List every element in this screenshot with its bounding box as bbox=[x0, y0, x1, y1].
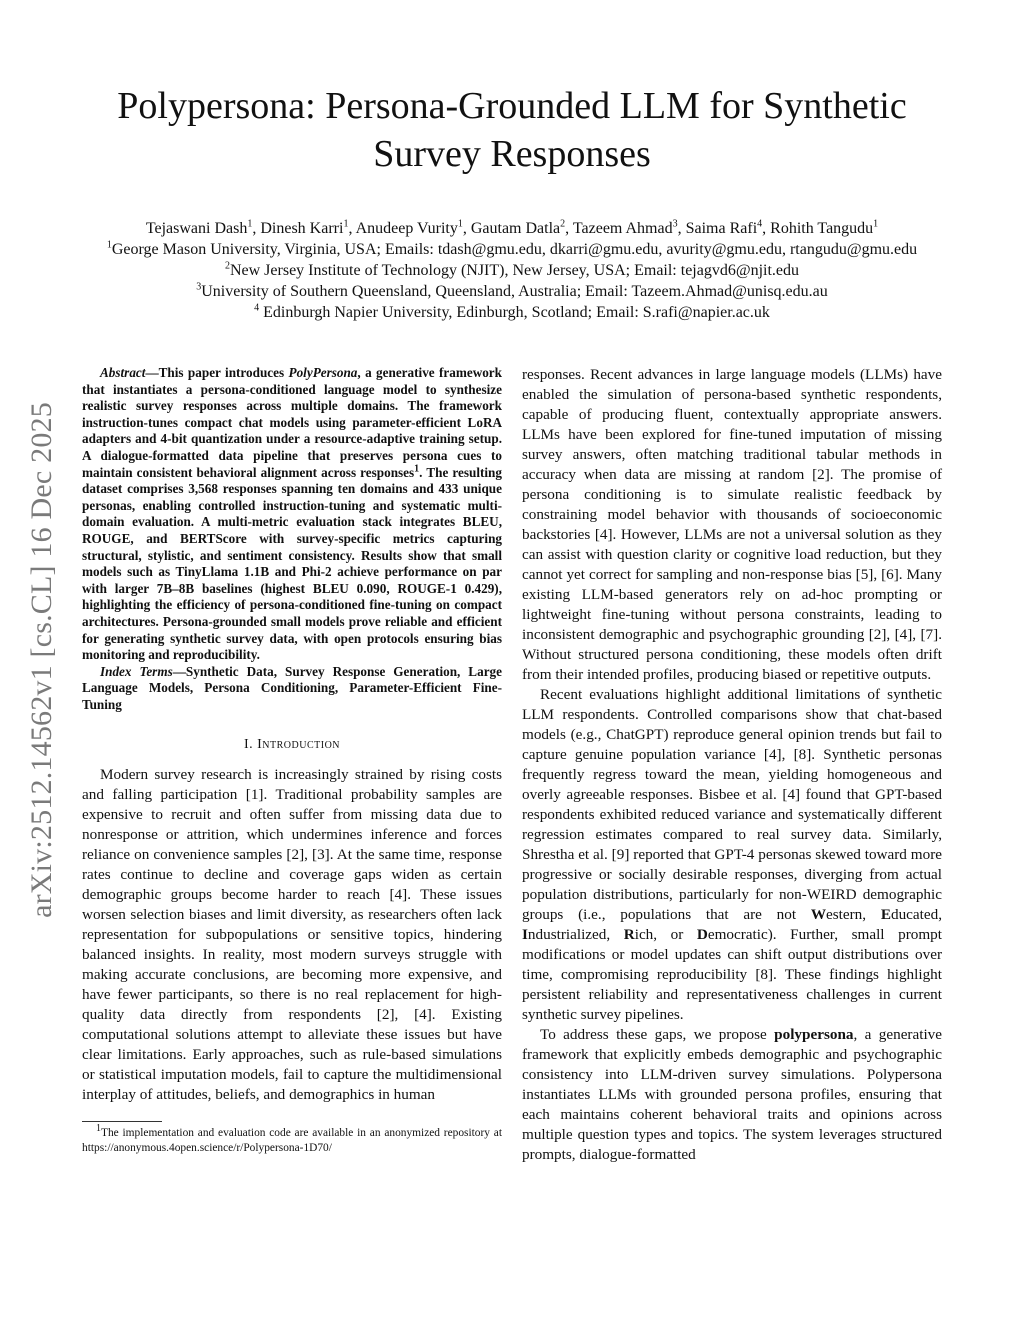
paragraph-text: , a generative framework that explicitly embeds demographic and psychographic consistency into LLM-driven survey simulations. Polypersona instantiates LLMs with grounded persona profiles, ensuring that each maintains coherent behavioral traits and opinions across multiple question types and topics. The system leverages structured prompts, dialogue-formatted bbox=[522, 1026, 943, 1163]
weird-word: emocratic) bbox=[707, 926, 773, 943]
arxiv-sidebar bbox=[14, 360, 70, 960]
right-column bbox=[522, 365, 942, 1165]
title-line-1: Polypersona: Persona-Grounded LLM for Synthetic bbox=[117, 85, 907, 127]
author: Tejaswani Dash bbox=[145, 220, 248, 237]
paragraph-text: Recent evaluations highlight additional limitations of synthetic LLM respondents. Controlled comparisons show that chat-based models (e.g., ChatGPT) reproduce general opinion trends but fail to capture genuine population variance [4], [8]. Synthetic personas frequently regress toward the mean, yielding homogeneous and overly agreeable responses. Bisbee et al. [4] found that GPT-based respondents exhibited reduced variance and systematically different regression estimates compared to real survey data. Similarly, Shrestha et al. [9] reported that GPT-4 personas skewed toward more progressive or socially desirable responses, diverging from actual population distributions, particularly for non-WEIRD demographic groups (i.e., populations that are not bbox=[522, 686, 942, 923]
affiliation-mark: 3 bbox=[196, 281, 202, 293]
framework-name: PolyPersona bbox=[288, 365, 358, 380]
author-affiliation-mark: 1 bbox=[457, 218, 463, 230]
author: Gautam Datla bbox=[470, 220, 561, 237]
intro-paragraph: Modern survey research is increasingly strained by rising costs and falling participation [1]. Traditional probability samples are expensive to recruit and often suffer from missing data due to nonresponse or attrition, which undermines inference and forces reliance on convenience samples [2], [3]. At the same time, response rates continue to decline and coverage gaps widen as certain demographic groups become harder to reach [4]. These issues worsen selection biases and limit diversity, as researchers often lack representation for subpopulations or sensitive topics, hindering balanced insights. In reality, most modern surveys struggle with making accurate conclusions, are becoming more expensive, and have fewer participants, so there is no real replacement for high-quality data directly from respondents [2], [4]. Existing computational solutions attempt to alleviate these issues but have clear limitations. Early approaches, such as rule-based simulations or statistical imputation models, fail to capture the multidimensional interplay of attitudes, beliefs, and demographics in human bbox=[82, 766, 502, 1104]
section-title: Introduction bbox=[257, 737, 341, 753]
paragraph-text: . Further, small prompt modifications or model updates can shift output distributions over time, compromising reproducibility [8]. These findings highlight persistent reliability and representativeness challenges in current synthetic survey pipelines. bbox=[522, 926, 942, 1023]
weird-word: estern, bbox=[826, 906, 881, 923]
index-terms-text: —Synthetic Data, Survey Response Generation, Large Language Models, Persona Conditioning, Parameter-Efficient Fine-Tuning bbox=[82, 663, 502, 712]
affiliation-line bbox=[0, 239, 1024, 260]
footnote-mark: 1 bbox=[96, 1123, 101, 1135]
author: Rohith Tangudu bbox=[770, 220, 874, 237]
index-terms bbox=[82, 664, 502, 714]
affiliation-text: University of Southern Queensland, Queensland, Australia; Email: Tazeem.Ahmad@unisq.edu.au bbox=[201, 283, 828, 300]
footnote bbox=[82, 1123, 502, 1155]
body-paragraph bbox=[522, 1025, 942, 1165]
section-heading-introduction bbox=[82, 737, 502, 753]
author-block bbox=[0, 218, 1024, 323]
affiliation-mark: 2 bbox=[224, 260, 230, 272]
footnote-divider bbox=[82, 1121, 162, 1122]
weird-letter: R bbox=[623, 926, 635, 943]
system-name: polypersona bbox=[774, 1026, 854, 1043]
author-affiliation-mark: 4 bbox=[757, 218, 763, 230]
weird-letter: E bbox=[880, 906, 891, 923]
author-affiliation-mark: 1 bbox=[873, 218, 879, 230]
author: Dinesh Karri bbox=[260, 220, 344, 237]
body-paragraph bbox=[522, 685, 942, 1025]
abstract-dash: —This paper introduces bbox=[145, 365, 289, 380]
weird-letter: I bbox=[522, 926, 528, 943]
affiliation-mark: 4 bbox=[254, 302, 260, 314]
affiliation-text: New Jersey Institute of Technology (NJIT), New Jersey, USA; Email: tejagvd6@njit.edu bbox=[229, 262, 800, 279]
author-affiliation-mark: 2 bbox=[560, 218, 566, 230]
author: Anudeep Vurity bbox=[355, 220, 458, 237]
footnote-text: The implementation and evaluation code are available in an anonymized repository at https://anonymous.4open.science/r/Polypersona-1D70/ bbox=[82, 1127, 502, 1154]
left-column bbox=[82, 365, 502, 1155]
index-terms-label: Index Terms bbox=[100, 663, 173, 679]
body-paragraph: responses. Recent advances in large language models (LLMs) have enabled the simulation of persona-based synthetic respondents, capable of producing fluent, contextually appropriate answers. LLMs have been explored for fine-tuned imputation of missing survey answers, often matching traditional tabular methods in accuracy when data are missing at random [2]. The promise of persona conditioning is to simulate realistic feedback by constraining model behavior with thousands of socioeconomic backstories [4]. However, LLMs are not a universal solution as they can assist with question clarity or cognitive load reduction, but they cannot yet correct for sampling and non-response bias [5], [6]. Many existing LLM-based generators rely on ad-hoc prompting or lightweight fine-tuning without persona constraints, leading to inconsistent demographic and psychographic grounding [2], [4], [7]. Without structured persona conditioning, these models often drift from their intended profiles, producing biased or repetitive outputs. bbox=[522, 366, 942, 683]
affiliation-text: George Mason University, Virginia, USA; Emails: tdash@gmu.edu, dkarri@gmu.edu, avurity@gmu.edu, rtangudu@gmu.edu bbox=[111, 241, 918, 258]
author-list: Tejaswani Dash$^1$, Dinesh Karri$^1$, Anudeep Vurity$^1$, Gautam Datla$^2$, Tazeem Ahmad$^3$, Saima Rafi$^4$, Rohith Tangudu$^1$ bbox=[145, 218, 879, 237]
author-affiliation-mark: 1 bbox=[247, 218, 253, 230]
affiliation-mark: 1 bbox=[106, 239, 112, 251]
author-affiliation-mark: 1 bbox=[343, 218, 349, 230]
author: Tazeem Ahmad bbox=[572, 220, 673, 237]
abstract bbox=[82, 365, 502, 664]
footnote-ref: 1 bbox=[414, 463, 420, 475]
paper-title bbox=[0, 82, 1024, 178]
affiliation-line bbox=[0, 281, 1024, 302]
weird-word: ich, or bbox=[634, 926, 697, 943]
title-line-2: Survey Responses bbox=[373, 133, 651, 175]
arxiv-identifier: arXiv:2512.14562v1 [cs.CL] 16 Dec 2025 bbox=[25, 402, 58, 918]
abstract-label: Abstract bbox=[100, 365, 146, 380]
weird-word: ducated, bbox=[890, 906, 942, 923]
author: Saima Rafi bbox=[685, 220, 758, 237]
affiliation-line bbox=[0, 302, 1024, 323]
affiliation-line bbox=[0, 260, 1024, 281]
author-affiliation-mark: 3 bbox=[672, 218, 678, 230]
affiliation-text: Edinburgh Napier University, Edinburgh, Scotland; Email: S.rafi@napier.ac.uk bbox=[259, 304, 770, 321]
abstract-text-2: . The resulting dataset comprises 3,568 responses spanning ten domains and 433 unique personas, enabling controlled instruction-tuning and systematic multi-domain evaluation. A multi-metric evaluation stack integrates BLEU, ROUGE, and BERTScore with survey-specific metrics capturing structural, stylistic, and sentiment consistency. Results show that small models such as TinyLlama 1.1B and Phi-2 achieve performance on par with larger 7B–8B baselines (highest BLEU 0.090, ROUGE-1 0.429), highlighting the efficiency of persona-conditioned fine-tuning on compact architectures. Persona-grounded small models prove reliable and efficient for generating synthetic survey data, with open protocols ensuring bias monitoring and reproducibility. bbox=[82, 464, 502, 663]
section-number: I. bbox=[243, 737, 258, 753]
abstract-text-1: , a generative framework that instantiates a persona-conditioned language model to synthesize realistic survey responses across multiple domains. The framework instruction-tunes compact chat models using parameter-efficient LoRA adapters and 4-bit quantization under a resource-adaptive training setup. A dialogue-formatted data pipeline that preserves persona cues to maintain consistent behavioral alignment across responses bbox=[82, 365, 502, 480]
weird-word: ndustrialized, bbox=[527, 926, 624, 943]
weird-letter: W bbox=[810, 906, 827, 923]
weird-letter: D bbox=[696, 926, 708, 943]
paragraph-text: To address these gaps, we propose bbox=[540, 1026, 775, 1043]
